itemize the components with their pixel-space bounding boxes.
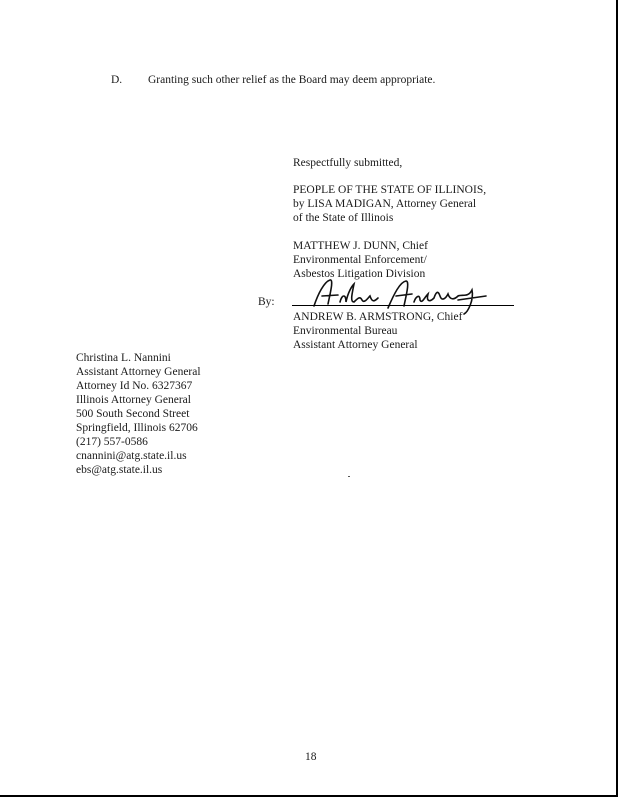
signer-line: Environmental Bureau bbox=[293, 325, 398, 337]
dunn-line: MATTHEW J. DUNN, Chief bbox=[293, 240, 428, 252]
contact-block bbox=[76, 351, 201, 477]
contact-line: Illinois Attorney General bbox=[76, 394, 191, 406]
signer-line: ANDREW B. ARMSTRONG, Chief bbox=[293, 311, 463, 323]
contact-line: ebs@atg.state.il.us bbox=[76, 464, 163, 476]
people-block bbox=[293, 183, 486, 225]
signer-line: Assistant Attorney General bbox=[293, 339, 418, 351]
by-label: By: bbox=[258, 296, 275, 308]
dunn-block bbox=[293, 239, 428, 281]
signature-line bbox=[292, 305, 514, 306]
contact-line: (217) 557-0586 bbox=[76, 436, 148, 448]
signer-block bbox=[293, 310, 462, 352]
page-number: 18 bbox=[305, 751, 317, 763]
scan-speck bbox=[348, 476, 350, 477]
relief-marker: D. bbox=[111, 74, 123, 86]
people-line: by LISA MADIGAN, Attorney General bbox=[293, 198, 477, 210]
contact-line: Assistant Attorney General bbox=[76, 366, 201, 378]
relief-text: Granting such other relief as the Board may deem appropriate. bbox=[148, 74, 436, 86]
closing-phrase: Respectfully submitted, bbox=[293, 157, 403, 169]
dunn-line: Asbestos Litigation Division bbox=[293, 268, 426, 280]
contact-line: Attorney Id No. 6327367 bbox=[76, 380, 193, 392]
contact-line: Christina L. Nannini bbox=[76, 352, 171, 364]
people-line: of the State of Illinois bbox=[293, 212, 394, 224]
contact-line: Springfield, Illinois 62706 bbox=[76, 422, 198, 434]
contact-line: cnannini@atg.state.il.us bbox=[76, 450, 187, 462]
dunn-line: Environmental Enforcement/ bbox=[293, 254, 427, 266]
people-line: PEOPLE OF THE STATE OF ILLINOIS, bbox=[293, 184, 487, 196]
contact-line: 500 South Second Street bbox=[76, 408, 190, 420]
